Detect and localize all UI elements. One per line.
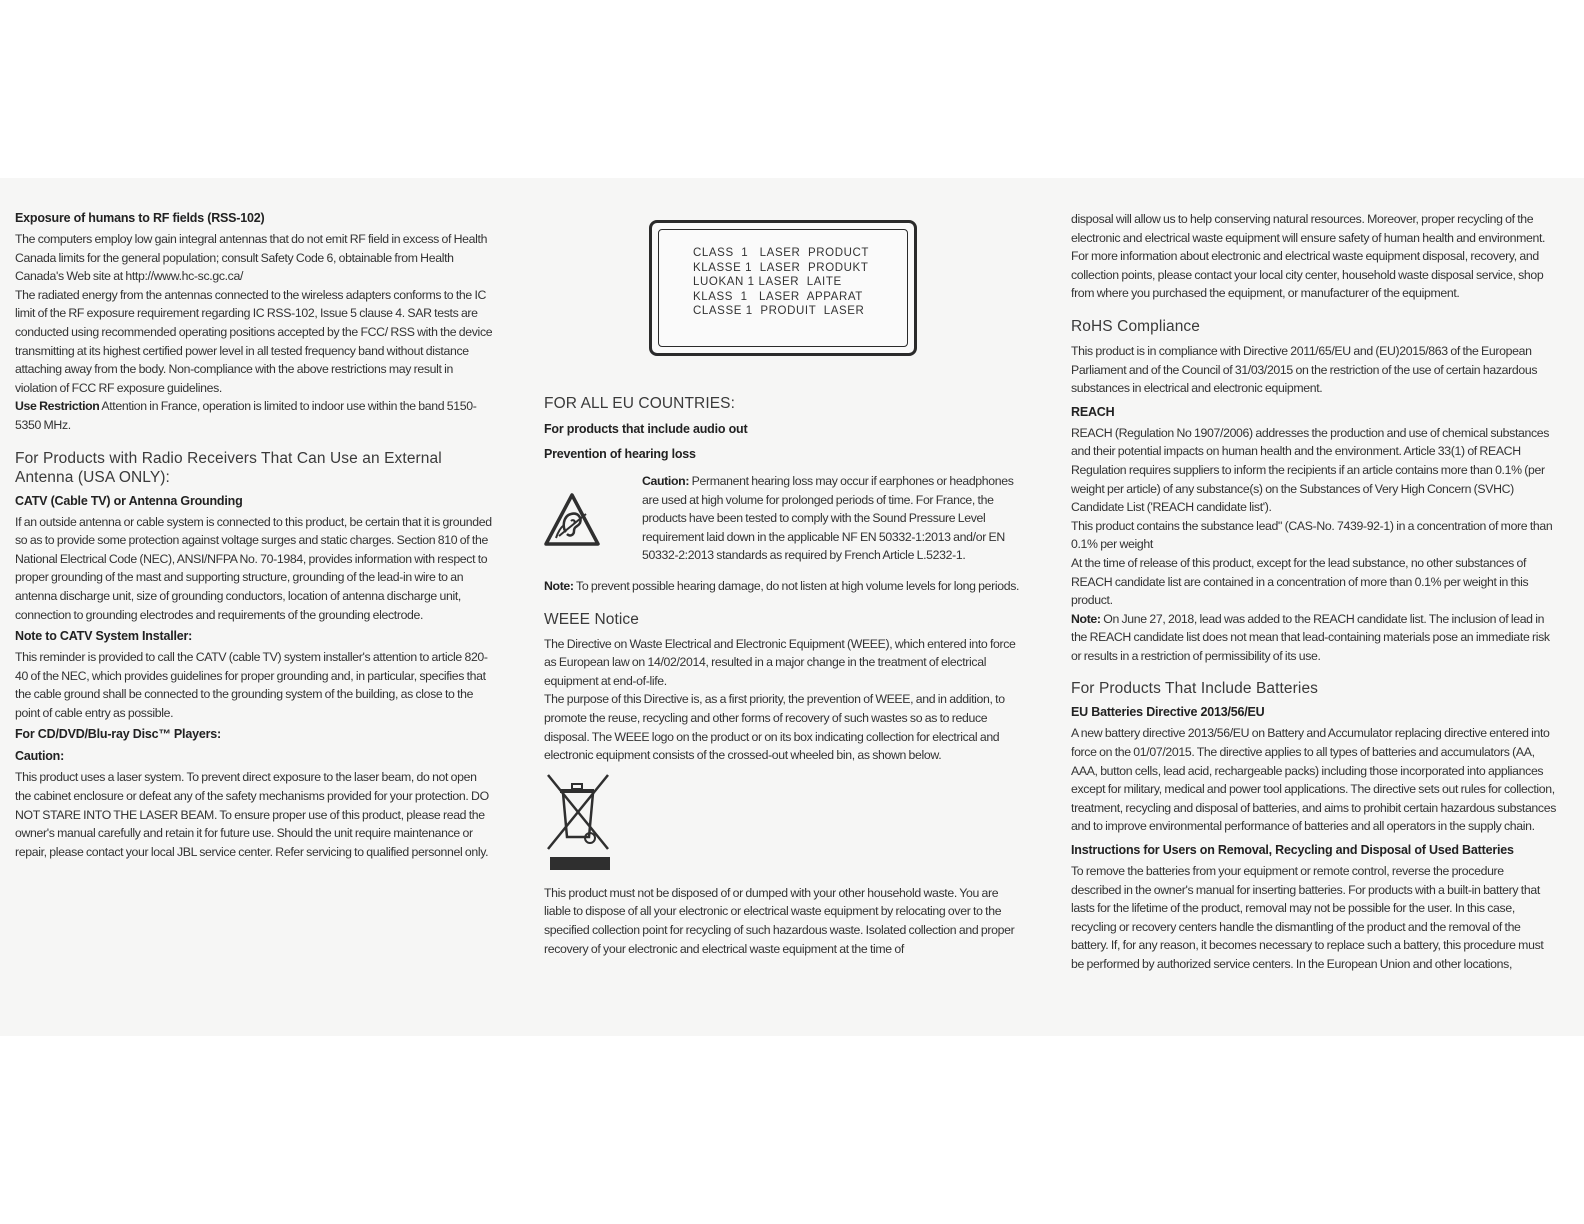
battery-instructions-heading: Instructions for Users on Removal, Recycling and Disposal of Used Batteries [1071, 843, 1514, 858]
laser-line: KLASSE 1 LASER PRODUKT [693, 261, 869, 274]
reach-paragraph-3: At the time of release of this product, except for the lead substance, no other substances of REACH candidate list are contained in a concentration of more than 0.1% per weight in this product. [1071, 555, 1529, 608]
reach-note-paragraph [1071, 610, 1556, 666]
hearing-note-text: To prevent possible hearing damage, do not listen at high volume levels for long periods. [573, 578, 1020, 593]
reach-note-label: Note: [1071, 611, 1101, 626]
laser-label-inner [658, 229, 908, 347]
note-catv-paragraph: This reminder is provided to call the CATV (cable TV) system installer's attention to article 820-40 of the NEC, which provides guidelines for proper grounding and, in particular, specifies that the cable ground shall be connected to the grounding system of the building, as close to the point of cable entry as possible. [15, 650, 488, 720]
column-left [15, 210, 495, 861]
rohs-heading: RoHS Compliance [1071, 317, 1200, 335]
hearing-caution-paragraph [642, 472, 1024, 565]
laser-line: KLASS 1 LASER APPARAT [693, 290, 863, 303]
note-catv-heading: Note to CATV System Installer: [15, 629, 193, 644]
disposal-continued-paragraph: disposal will allow us to help conserving natural resources. Moreover, proper recycling of the electronic and electrical waste equipment will ensure safety of human health and environment. For more information about electronic and electrical waste equipment disposal, recovery, and collection points, please contact your local city center, household waste disposal service, shop from where you purchased the equipment, or manufacturer of the equipment. [1071, 212, 1546, 301]
weee-heading: WEEE Notice [544, 610, 639, 628]
catv-paragraph: If an outside antenna or cable system is connected to this product, be certain that it is grounded so as to provide some protection against voltage surges and static charges. Section 810 of the National Electrical Code (NEC), ANSI/NFPA No. 70-1984, provides information with respect to proper grounding of the mast and supporting structure, grounding of the lead-in wire to an antenna discharge unit, size of grounding conductors, location of antenna discharge unit, connection to grounding electrodes and requirements of the grounding electrode. [15, 514, 492, 622]
reach-note-text: On June 27, 2018, lead was added to the REACH candidate list. The inclusion of lead in the REACH candidate list does not mean that lead-containing materials pose an immediate risk or results in a restriction of permissibility of its use. [1071, 611, 1550, 663]
column-right [1071, 210, 1556, 974]
eu-batteries-paragraph: A new battery directive 2013/56/EU on Battery and Accumulator replacing directive entered into force on the 01/07/2015. The directive applies to all types of batteries and accumulators (AA, AAA, button cells, lead acid, rechargeable packs) including those incorporated into appliances except for military, medical and power tool applications. The directive sets out rules for collection, treatment, recycling and disposal of batteries, and aims to prohibit certain hazardous substances and to improve environmental performance of batteries and all operators in the supply chain. [1071, 726, 1557, 834]
rohs-paragraph: This product is in compliance with Directive 2011/65/EU and (EU)2015/863 of the European Parliament and of the Council of 31/03/2015 on the restriction of the use of certain hazardous substances in electrical and electronic equipment. [1071, 343, 1538, 396]
rf-paragraph-1: The computers employ low gain integral antennas that do not emit RF field in excess of Health Canada limits for the general population; consult Safety Code 6, obtainable from Health Canada's Web site at http://www.hc-sc.gc.ca/ [15, 232, 488, 284]
audio-out-heading: For products that include audio out [544, 422, 748, 436]
eu-batteries-heading: EU Batteries Directive 2013/56/EU [1071, 705, 1265, 720]
weee-paragraph-2: The purpose of this Directive is, as a first priority, the prevention of WEEE, and in addition, to promote the reuse, recycling and other forms of recovery of such wastes so as to reduce disposal. The WEEE logo on the product or on its box indicating collection for electrical and electronic equipment consists of the crossed-out wheeled bin, as shown below. [544, 692, 1005, 763]
weee-date-bar [550, 857, 610, 870]
crossed-out-bin-icon [544, 771, 614, 853]
column-middle [544, 220, 1024, 958]
batteries-heading: For Products That Include Batteries [1071, 680, 1319, 698]
use-restriction-text: Attention in France, operation is limited to indoor use within the band 5150-5350 MHz. [15, 399, 477, 432]
laser-line: LUOKAN 1 LASER LAITE [693, 276, 842, 288]
disposal-paragraph: This product must not be disposed of or dumped with your other household waste. You are liable to dispose of all your electronic or electrical waste equipment by relocating over to the specified collection point for recycling of such hazardous waste. Isolated collection and proper recovery of your electronic and electrical waste equipment at the time of [544, 885, 1015, 956]
caution-paragraph: This product uses a laser system. To prevent direct exposure to the laser beam, do not open the cabinet enclosure or defeat any of the safety mechanisms provided for your protection. DO NOT STARE INTO THE LASER BEAM. To ensure proper use of this product, please read the owner's manual carefully and retain it for future use. Should the unit require maintenance or repair, please contact your local JBL service center. Refer servicing to qualified personnel only. [15, 770, 489, 859]
rf-paragraph-2: The radiated energy from the antennas connected to the wireless adapters conforms to the IC limit of the RF exposure requirement regarding IC RSS-102, Issue 5 clause 4. SAR tests are conducted using recommended operating positions accepted by the FCC/ RSS with the device transmitting at its highest certified power level in all tested frequency band without distance attaching away from the body. Non-compliance with the above restrictions may result in violation of FCC RF exposure guidelines. [15, 287, 493, 395]
use-restriction-paragraph [15, 397, 495, 434]
radio-receivers-heading: For Products with Radio Receivers That Can Use an External Antenna (USA ONLY): [15, 449, 442, 486]
catv-heading: CATV (Cable TV) or Antenna Grounding [15, 493, 243, 508]
reach-paragraph-1: REACH (Regulation No 1907/2006) addresses the production and use of chemical substances and their potential impacts on human health and the environment. Article 33(1) of REACH Regulation requires suppliers to inform the recipients if an article contains more than 0.1% (per weight per article) of any substance(s) on the Substances of Very High Concern (SVHC) Candidate List ('REACH candidate list'). [1071, 425, 1550, 515]
cd-players-heading: For CD/DVD/Blu-ray Disc™ Players: [15, 727, 221, 742]
hearing-caution-text: Permanent hearing loss may occur if earphones or headphones are used at high volume for prolonged periods of time. For France, the products have been tested to comply with the Sound Pressure Level requirement laid down in the applicable NF EN 50332-1:2013 and/or EN 50332-2:2013 standards as required by French Article L.5232-1. [642, 474, 1014, 563]
hearing-caution-block [544, 472, 1024, 565]
hearing-note-paragraph [544, 577, 1024, 596]
rf-heading: Exposure of humans to RF fields (RSS-102) [15, 211, 265, 225]
hearing-note-label: Note: [544, 578, 574, 593]
use-restriction-label: Use Restriction [15, 399, 100, 414]
eu-countries-heading: FOR ALL EU COUNTRIES: [544, 395, 736, 412]
hearing-caution-label: Caution: [642, 474, 690, 488]
hearing-loss-heading: Prevention of hearing loss [544, 447, 696, 461]
reach-paragraph-2: This product contains the substance lead" (CAS-No. 7439-92-1) in a concentration of more than 0.1% per weight [1071, 518, 1553, 552]
laser-class-label [649, 220, 917, 356]
battery-instructions-paragraph: To remove the batteries from your equipment or remote control, reverse the procedure described in the owner's manual for inserting batteries. For products with a built-in battery that lasts for the lifetime of the product, removal may not be possible for the user. In this case, recycling or recovery centers handle the dismantling of the product and the removal of the battery. If, for any reason, it becomes necessary to replace such a battery, this procedure must be performed by authorized service centers. In the European Union and other locations, [1071, 864, 1544, 971]
hearing-warning-icon [544, 472, 632, 565]
reach-heading: REACH [1071, 404, 1115, 419]
laser-line: CLASSE 1 PRODUIT LASER [693, 305, 865, 317]
weee-paragraph-1: The Directive on Waste Electrical and Electronic Equipment (WEEE), which entered into force as European law on 14/02/2014, resulted in a major change in the treatment of electrical equipment at end-of-life. [544, 636, 1016, 688]
caution-heading: Caution: [15, 749, 65, 764]
laser-line: CLASS 1 LASER PRODUCT [693, 247, 870, 259]
